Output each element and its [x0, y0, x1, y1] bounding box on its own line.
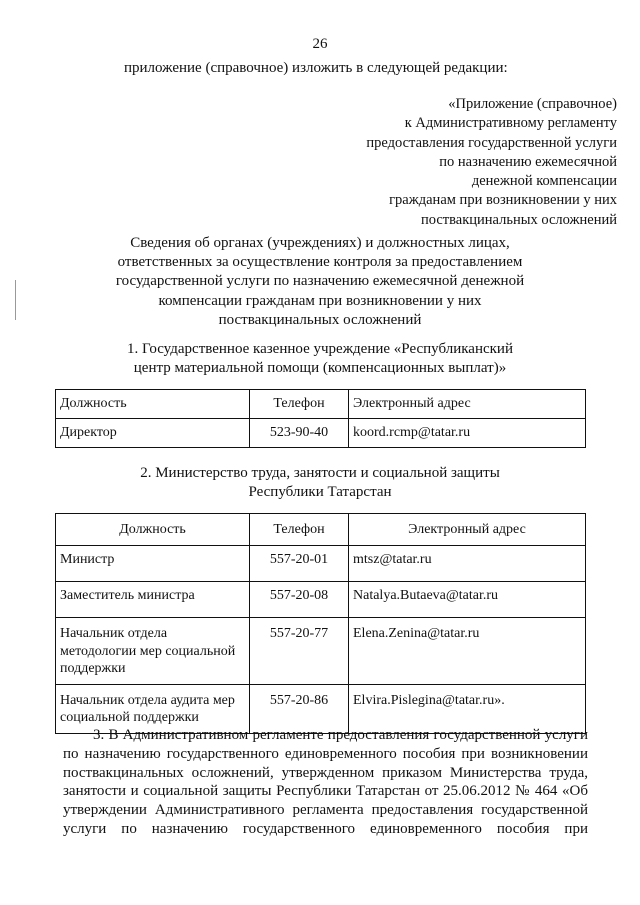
section1-table [55, 389, 586, 448]
section-heading-line: 2. Министерство труда, занятости и социальной защиты [140, 465, 500, 481]
page-number: 26 [312, 36, 328, 52]
position-cell: Начальник отдела аудита мер социальной поддержки [56, 684, 250, 733]
table-row [56, 618, 586, 685]
phone-cell: 557-20-08 [250, 582, 349, 618]
table-row [56, 419, 586, 448]
section2-heading [0, 464, 640, 501]
phone-cell: 557-20-77 [250, 618, 349, 685]
email-cell: Natalya.Butaeva@tatar.ru [349, 582, 586, 618]
section-heading-line: центр материальной помощи (компенсационных выплат)» [133, 359, 507, 376]
paragraph-3 [63, 726, 588, 839]
appendix-note-line: по назначению ежемесячной [439, 153, 617, 170]
scan-margin-mark [15, 280, 16, 320]
section-heading-line: Республики Татарстан [248, 483, 392, 500]
appendix-note-line: гражданам при возникновении у них [389, 192, 617, 209]
position-cell: Заместитель министра [56, 582, 250, 618]
intro-line: приложение (справочное) изложить в следующей редакции: [124, 60, 508, 76]
phone-cell: 523-90-40 [250, 419, 349, 448]
column-header-position: Должность [56, 514, 250, 546]
section1-heading [0, 340, 640, 377]
title-line: компенсации гражданам при возникновении у них [158, 292, 482, 309]
column-header-email: Электронный адрес [349, 390, 586, 419]
appendix-note-line: предоставления государственной услуги [366, 134, 617, 151]
table-header-row [56, 514, 586, 546]
email-cell: mtsz@tatar.ru [349, 546, 586, 582]
title-line: поствакцинальных осложнений [218, 311, 422, 328]
email-cell: Elena.Zenina@tatar.ru [349, 618, 586, 685]
title-line: государственной услуги по назначению ежемесячной денежной [115, 273, 525, 290]
column-header-phone: Телефон [250, 390, 349, 419]
table-row [56, 546, 586, 582]
section-heading-line: 1. Государственное казенное учреждение «Республиканский [127, 341, 513, 357]
document-title [0, 234, 640, 330]
phone-cell: 557-20-01 [250, 546, 349, 582]
position-cell: Начальник отдела методологии мер социальной поддержки [56, 618, 250, 685]
title-line: ответственных за осуществление контроля за предоставлением [117, 254, 523, 271]
section2-table [55, 513, 586, 734]
column-header-position: Должность [56, 390, 250, 419]
position-cell: Министр [56, 546, 250, 582]
appendix-note-line: «Приложение (справочное) [448, 96, 617, 112]
appendix-note-line: денежной компенсации [471, 173, 617, 190]
table-header-row [56, 390, 586, 419]
position-cell: Директор [56, 419, 250, 448]
column-header-phone: Телефон [250, 514, 349, 546]
phone-cell: 557-20-86 [250, 684, 349, 733]
title-line: Сведения об органах (учреждениях) и должностных лицах, [130, 235, 510, 251]
appendix-note-line: поствакцинальных осложнений [420, 211, 617, 228]
appendix-note [366, 95, 617, 230]
email-cell: koord.rcmp@tatar.ru [349, 419, 586, 448]
table-row [56, 582, 586, 618]
paragraph-3-text: 3. В Административном регламенте предоставления государственной услуги по назначению государственного единовременного пособия при возникновении поствакцинальных осложнений, утвержденном приказом Министерства труда, занятости и социальной защиты Республики Татарстан от 25.06.2012 № 464 «Об утверждении Административного регламента предоставления государственной услуги по назначению государственного единовременного пособия при [63, 727, 588, 837]
appendix-note-line: к Административному регламенту [404, 115, 617, 132]
column-header-email: Электронный адрес [349, 514, 586, 546]
email-cell: Elvira.Pislegina@tatar.ru». [349, 684, 586, 733]
